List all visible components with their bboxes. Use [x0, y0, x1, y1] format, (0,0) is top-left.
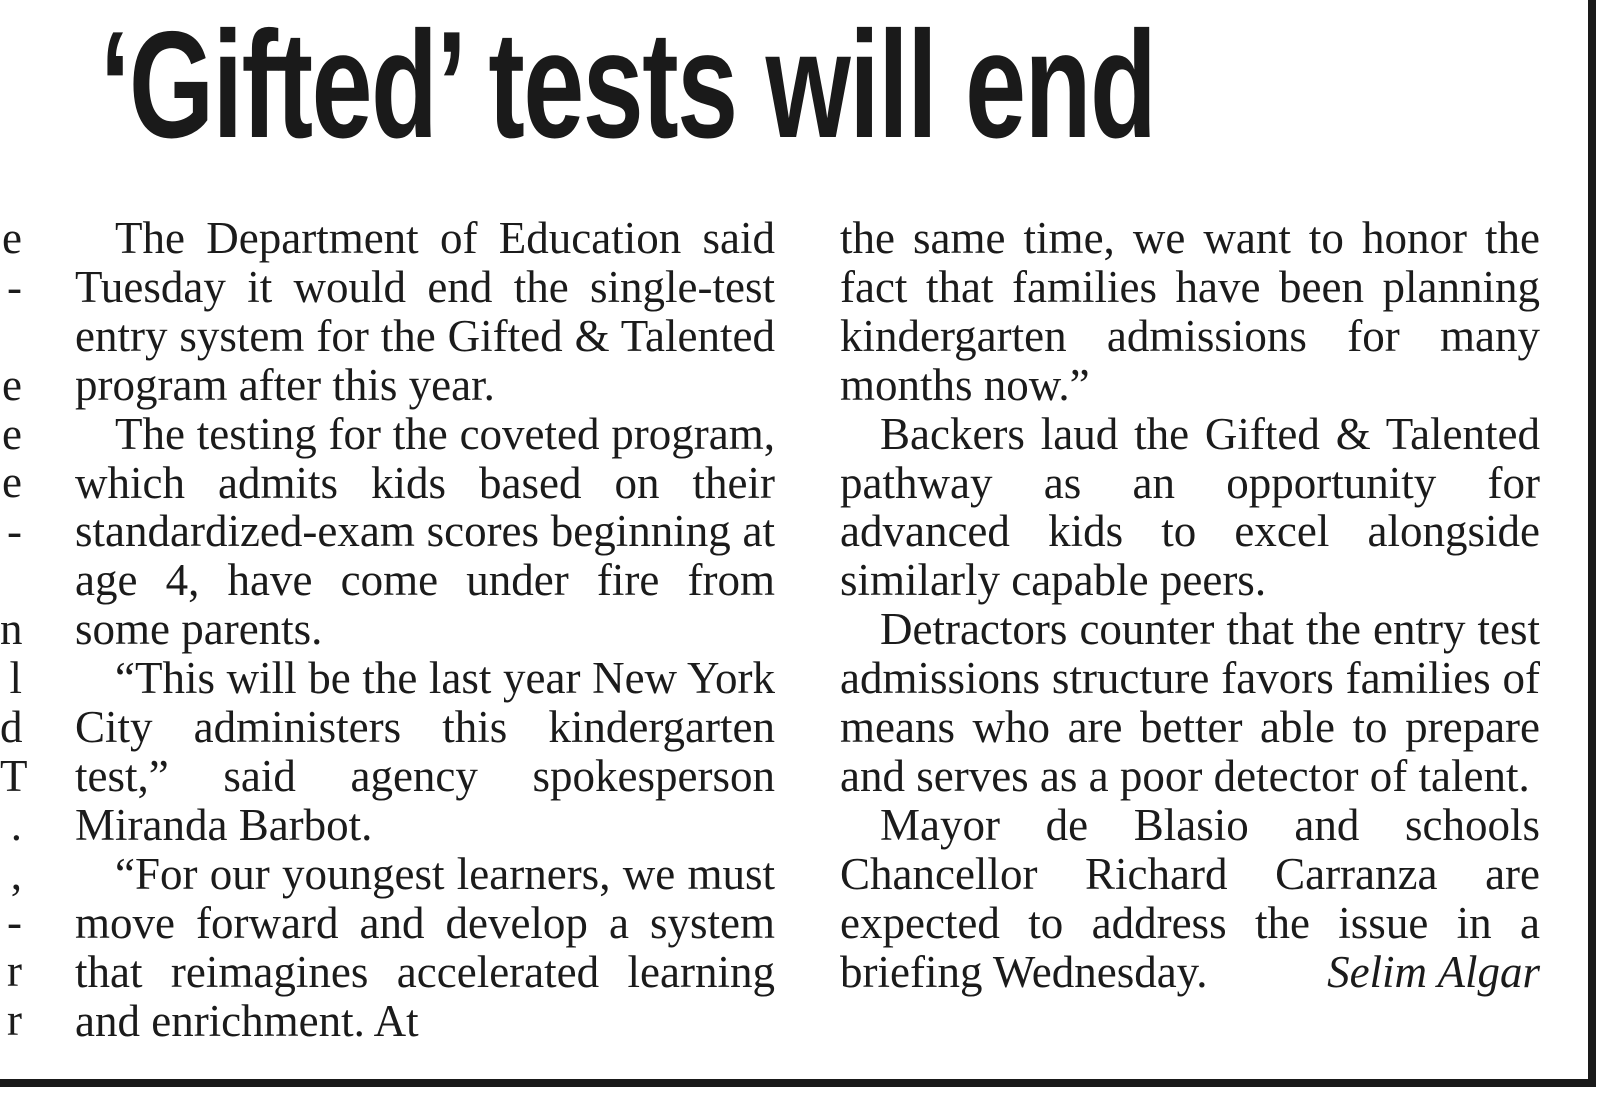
adjacent-fragment: e [2, 214, 22, 263]
paragraph-3: “This will be the last year New York City administers this kindergarten test,” said agency spokesperson Miranda Barbot. [75, 653, 775, 850]
adjacent-fragment: n [0, 604, 23, 655]
paragraph-7 [840, 801, 1540, 997]
adjacent-fragment: - [7, 506, 22, 557]
adjacent-fragment: r [7, 946, 22, 997]
adjacent-fragment: e [2, 457, 22, 508]
paragraph-1: The Department of Education said Tuesday it would end the single-test entry system for the Gifted & Talented program after this year. [75, 213, 775, 410]
adjacent-fragment: d [0, 701, 23, 752]
adjacent-fragment: . [10, 799, 22, 850]
adjacent-fragment: l [9, 653, 22, 704]
adjacent-fragment [0, 556, 22, 605]
paragraph-continuation: the same time, we want to honor the fact that families have been planning kindergarten admissions for many months now.” [840, 213, 1540, 410]
article-column-right [840, 214, 1540, 997]
headline: ‘Gifted’ tests will end [100, 0, 1156, 170]
adjacent-fragment: r [7, 995, 22, 1046]
adjacent-column-fragments [0, 214, 28, 1054]
adjacent-fragment: e [2, 359, 22, 410]
paragraph-2: The testing for the coveted program, which admits kids based on their standardized-exam scores beginning at age 4, have come under fire from some parents. [75, 408, 775, 655]
paragraph-5: Backers laud the Gifted & Talented pathway as an opportunity for advanced kids to excel alongside similarly capable peers. [840, 408, 1540, 606]
frame-border-bottom [0, 1079, 1596, 1087]
adjacent-fragment: , [10, 848, 22, 899]
adjacent-fragment: - [7, 897, 22, 948]
paragraph-4: “For our youngest learners, we must move forward and develop a system that reimagines accelerated learning and enrichment. At [75, 848, 775, 1046]
byline: Selim Algar [1327, 946, 1540, 997]
adjacent-fragment [0, 312, 22, 361]
adjacent-fragment: T [0, 750, 28, 801]
paragraph-6: Detractors counter that the entry test admissions structure favors families of means who are better able to prepare and serves as a poor detector of talent. [840, 604, 1540, 801]
article-column-left [75, 214, 775, 1045]
frame-border-right [1588, 0, 1596, 1087]
paragraph-7-text: Mayor de Blasio and schools Chancellor Richard Carranza are expected to address the issue in a briefing Wednesday. [840, 799, 1540, 997]
adjacent-fragment: e [2, 408, 22, 459]
adjacent-fragment: - [7, 261, 22, 312]
